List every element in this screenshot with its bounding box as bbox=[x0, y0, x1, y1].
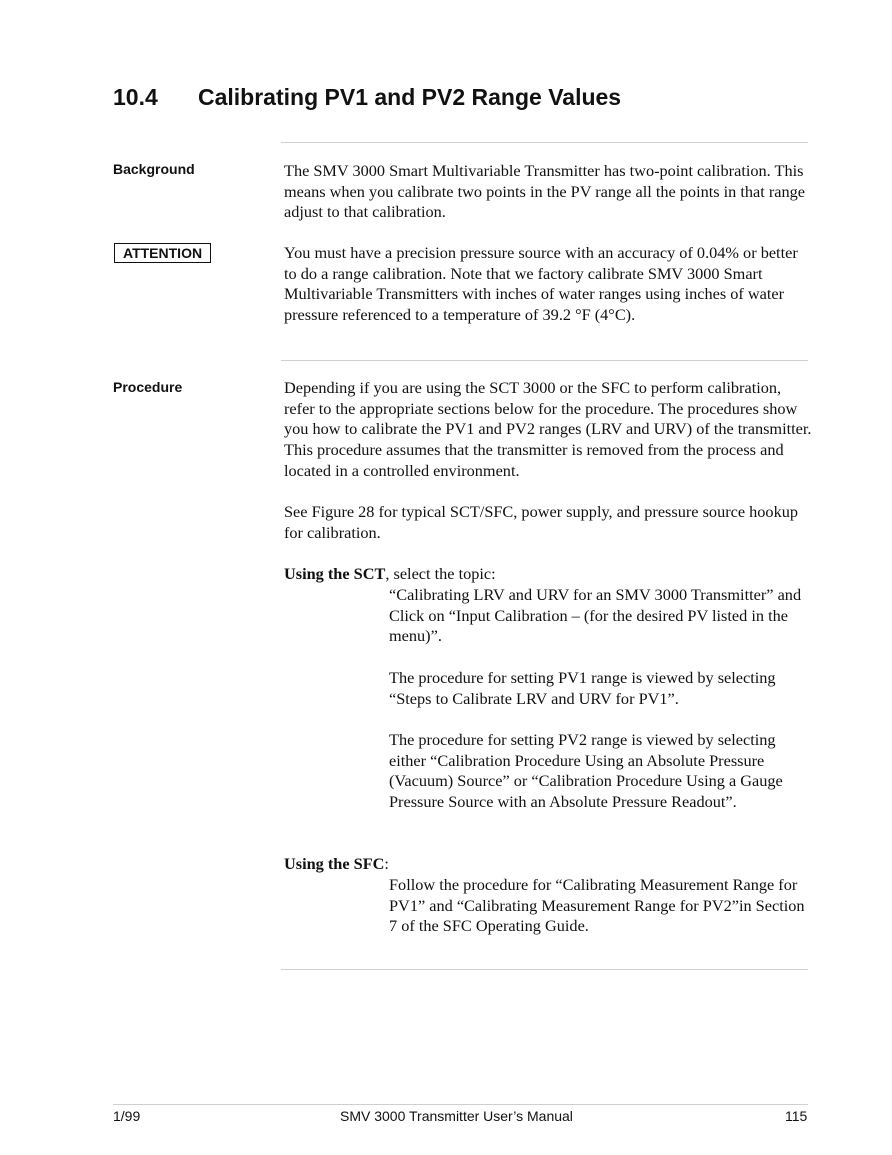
background-text: The SMV 3000 Smart Multivariable Transmitter has two-point calibration. This means when you calibrate two points in the PV range all the points in that range adjust to that calibration. bbox=[284, 161, 806, 222]
sct-heading-rest: , select the topic: bbox=[385, 564, 496, 583]
section-title bbox=[113, 84, 621, 111]
footer-manual-title: SMV 3000 Transmitter User’s Manual bbox=[340, 1108, 573, 1124]
divider bbox=[281, 142, 808, 143]
sct-heading: Using the SCT bbox=[284, 564, 386, 583]
footer-divider bbox=[113, 1104, 808, 1105]
attention-box: ATTENTION bbox=[114, 243, 211, 263]
footer-date: 1/99 bbox=[113, 1108, 141, 1124]
sct-topic: “Calibrating LRV and URV for an SMV 3000 Transmitter” and Click on “Input Calibration – (for the desired PV listed in the menu)”. bbox=[389, 585, 802, 646]
sct-pv2-text: The procedure for setting PV2 range is viewed by selecting either “Calibration Procedure Using an Absolute Pressure (Vacuum) Source” or “Calibration Procedure Using a Gauge Pressure Source with an Absolute Pressure Readout”. bbox=[389, 730, 783, 812]
divider bbox=[281, 360, 808, 361]
sfc-text: Follow the procedure for “Calibrating Measurement Range for PV1” and “Calibrating Measurement Range for PV2”in Section 7 of the SFC Operating Guide. bbox=[389, 875, 805, 936]
procedure-label: Procedure bbox=[113, 379, 183, 395]
attention-text: You must have a precision pressure source with an accuracy of 0.04% or better to do a range calibration. Note that we factory calibrate SMV 3000 Smart Multivariable Transmitters with inches of water ranges using inches of water pressure referenced to a temperature of 39.2 °F (4°C). bbox=[284, 243, 798, 325]
procedure-intro: Depending if you are using the SCT 3000 or the SFC to perform calibration, refer to the appropriate sections below for the procedure. The procedures show you how to calibrate the PV1 and PV2 ranges (LRV and URV) of the transmitter. This procedure assumes that the transmitter is removed from the process and located in a controlled environment. bbox=[284, 378, 812, 480]
background-label: Background bbox=[113, 161, 195, 177]
sct-heading-line bbox=[284, 564, 812, 585]
sfc-heading-rest: : bbox=[384, 854, 389, 873]
section-title-text: Calibrating PV1 and PV2 Range Values bbox=[198, 84, 622, 110]
figure-reference: See Figure 28 for typical SCT/SFC, power supply, and pressure source hookup for calibration. bbox=[284, 502, 798, 542]
footer-page-number: 115 bbox=[785, 1108, 808, 1124]
sct-pv1-text: The procedure for setting PV1 range is viewed by selecting “Steps to Calibrate LRV and URV for PV1”. bbox=[389, 668, 776, 708]
divider bbox=[281, 969, 808, 970]
sfc-heading: Using the SFC bbox=[284, 854, 385, 873]
sfc-heading-line bbox=[284, 854, 812, 875]
section-number: 10.4 bbox=[113, 84, 158, 110]
